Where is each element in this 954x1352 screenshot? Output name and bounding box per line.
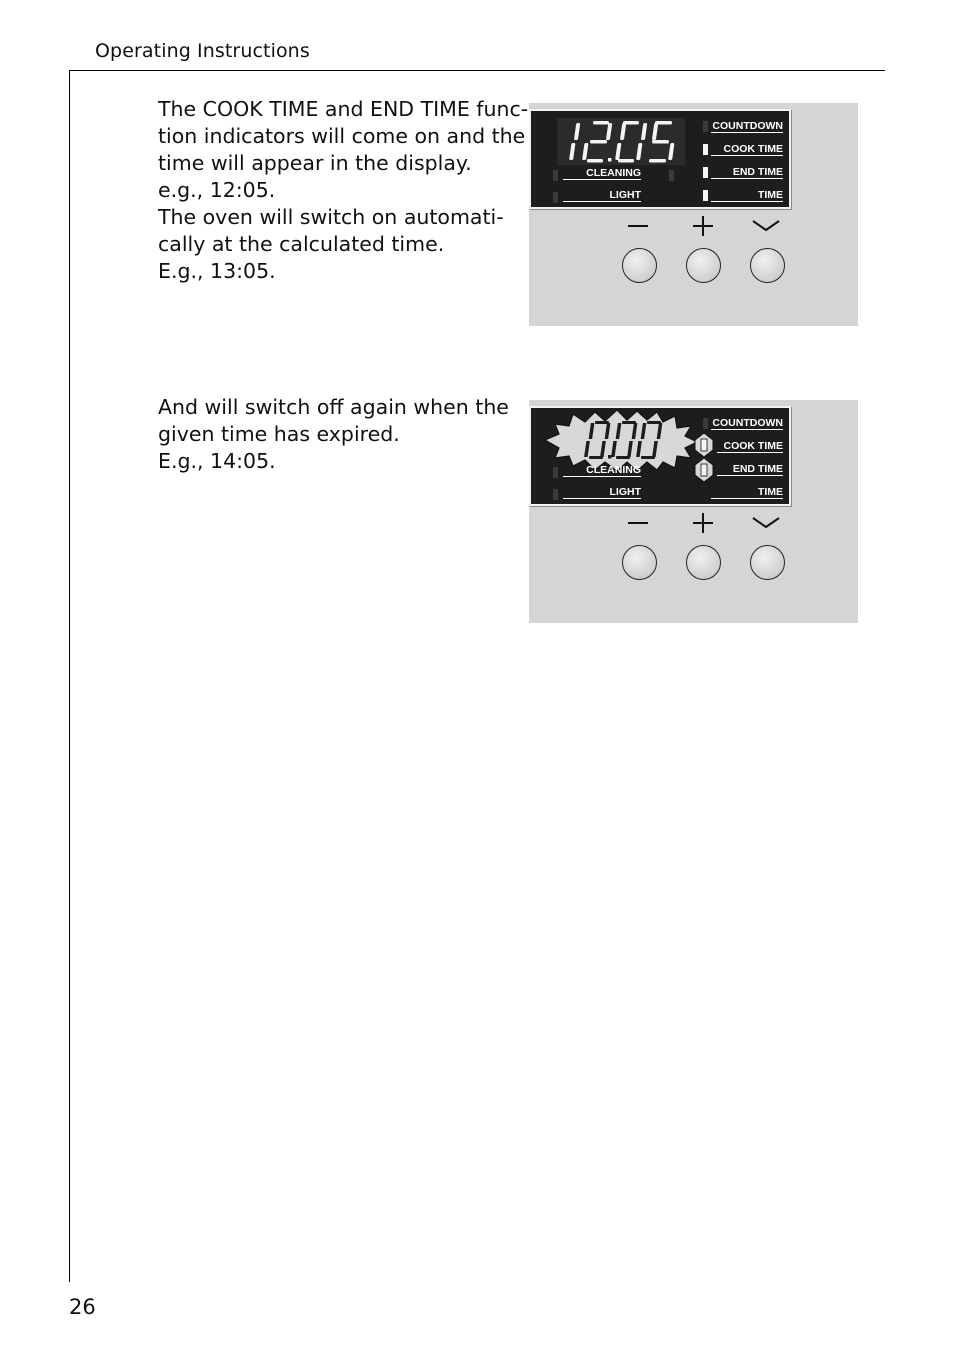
minus-button[interactable] — [622, 248, 657, 283]
chevron-down-icon — [751, 211, 781, 241]
select-button[interactable] — [750, 248, 785, 283]
label-cleaning: CLEANING — [563, 464, 641, 477]
text-line: The COOK TIME and END TIME func- — [158, 97, 529, 121]
chevron-down-icon — [751, 508, 781, 538]
label-light: LIGHT — [563, 189, 641, 202]
oven-display — [529, 406, 791, 506]
plus-button[interactable] — [686, 545, 721, 580]
header-rule — [69, 70, 885, 71]
label-time: TIME — [711, 189, 783, 202]
instruction-text-1 — [158, 96, 528, 285]
label-light: LIGHT — [563, 486, 641, 499]
control-panel-illustration-2 — [529, 400, 858, 623]
oven-display — [529, 109, 791, 209]
text-line: E.g., 13:05. — [158, 259, 276, 283]
digit-window — [557, 118, 685, 165]
margin-rule — [69, 70, 70, 1282]
countdown-indicator — [703, 121, 708, 132]
text-line: tion indicators will come on and the — [158, 124, 526, 148]
page-number: 26 — [69, 1295, 96, 1319]
minus-symbol — [625, 211, 651, 241]
minus-symbol — [625, 508, 651, 538]
control-panel-illustration-1 — [529, 103, 858, 326]
minus-button[interactable] — [622, 545, 657, 580]
text-line: And will switch off again when the — [158, 395, 509, 419]
label-cleaning: CLEANING — [563, 167, 641, 180]
flashing-indicators — [693, 432, 715, 484]
cleaning-indicator — [553, 170, 558, 181]
indicator — [669, 170, 674, 181]
text-line: given time has expired. — [158, 422, 400, 446]
text-line: cally at the calculated time. — [158, 232, 445, 256]
text-line: E.g., 14:05. — [158, 449, 276, 473]
select-button[interactable] — [750, 545, 785, 580]
text-line: The oven will switch on automati- — [158, 205, 504, 229]
cleaning-indicator — [553, 467, 558, 478]
time-indicator — [703, 190, 708, 201]
label-countdown: COUNTDOWN — [712, 417, 783, 429]
seven-segment-digits — [557, 118, 685, 165]
label-time: TIME — [711, 486, 783, 499]
countdown-indicator — [703, 418, 708, 429]
flashing-burst — [539, 408, 701, 472]
plus-button[interactable] — [686, 248, 721, 283]
cook-time-indicator — [703, 144, 708, 155]
light-indicator — [553, 489, 558, 500]
label-end-time: END TIME — [717, 463, 783, 476]
instruction-text-2 — [158, 394, 528, 475]
page-header: Operating Instructions — [95, 40, 310, 62]
label-cook-time: COOK TIME — [711, 143, 783, 156]
end-time-indicator — [703, 167, 708, 178]
label-countdown: COUNTDOWN — [712, 120, 783, 132]
label-end-time: END TIME — [711, 166, 783, 179]
text-line: time will appear in the display. — [158, 151, 472, 175]
label-cook-time: COOK TIME — [717, 440, 783, 453]
light-indicator — [553, 192, 558, 203]
text-line: e.g., 12:05. — [158, 178, 276, 202]
plus-symbol — [690, 508, 716, 538]
plus-symbol — [690, 211, 716, 241]
